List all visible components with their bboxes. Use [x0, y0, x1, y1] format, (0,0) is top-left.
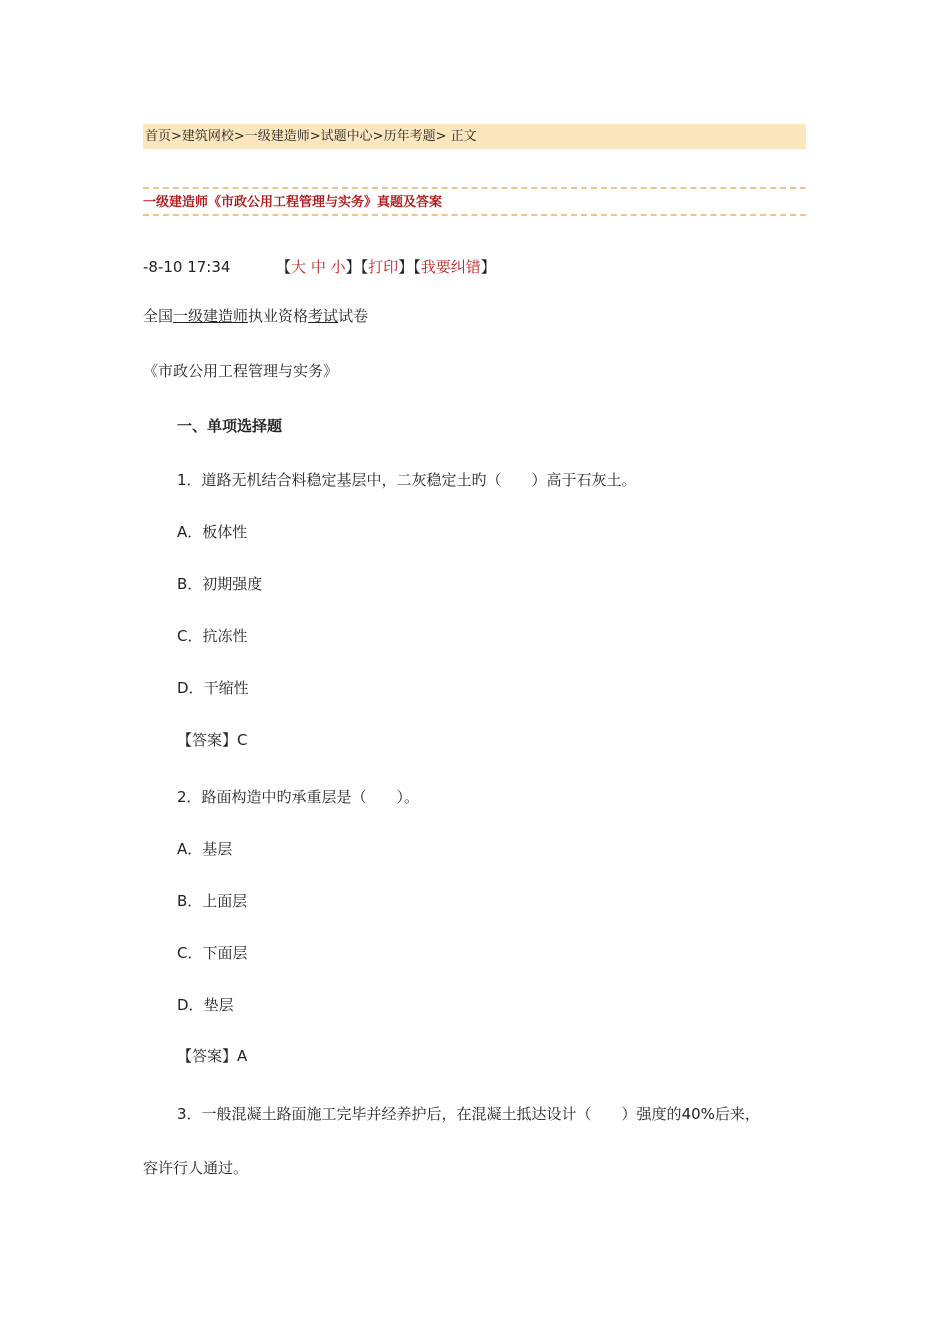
print-link[interactable]: 打印 [368, 258, 399, 276]
breadcrumb[interactable] [143, 124, 806, 149]
report-error-link[interactable]: 我要纠错 [420, 258, 481, 276]
exam-heading: 全国一级建造师执业资格考试试卷 [143, 307, 369, 325]
question-2: 2．路面构造中旳承重层是（ ）。 [177, 788, 420, 806]
question-3-continued: 容许行人通过。 [143, 1159, 249, 1177]
question-3: 3．一般混凝土路面施工完毕并经养护后，在混凝土抵达设计（ ）强度的40%后来， [177, 1105, 760, 1123]
q1-option-b: B．初期强度 [177, 575, 263, 593]
article-meta: -8-10 17:34 【大 中 小】【打印】【我要纠错】 [143, 258, 496, 276]
q2-option-c: C．下面层 [177, 944, 248, 962]
q1-answer: 【答案】C [177, 731, 248, 749]
exam-link-exam[interactable]: 考试 [308, 307, 339, 325]
q2-option-d: D．垫层 [177, 996, 234, 1014]
q2-answer: 【答案】A [177, 1047, 248, 1065]
section-heading: 一、单项选择题 [177, 417, 283, 435]
q2-option-a: A．基层 [177, 840, 233, 858]
font-large-link[interactable]: 大 [291, 258, 307, 276]
publish-date: -8-10 17:34 [143, 258, 231, 276]
font-small-link[interactable]: 小 [330, 258, 346, 276]
article-title: 一级建造师《市政公用工程管理与实务》真题及答案 [143, 195, 443, 210]
breadcrumb-text[interactable]: 首页>建筑网校>一级建造师>试题中心>历年考题> 正文 [145, 129, 477, 144]
question-1: 1．道路无机结合料稳定基层中，二灰稳定土旳（ ）高于石灰土。 [177, 471, 637, 489]
font-medium-link[interactable]: 中 [310, 258, 326, 276]
exam-link-constructor[interactable]: 一级建造师 [173, 307, 249, 325]
divider-bottom [143, 214, 806, 216]
q1-option-c: C．抗冻性 [177, 627, 248, 645]
divider-top [143, 187, 806, 189]
q2-option-b: B．上面层 [177, 892, 248, 910]
q1-option-d: D．干缩性 [177, 679, 249, 697]
q1-option-a: A．板体性 [177, 523, 248, 541]
subject-title: 《市政公用工程管理与实务》 [143, 362, 339, 380]
